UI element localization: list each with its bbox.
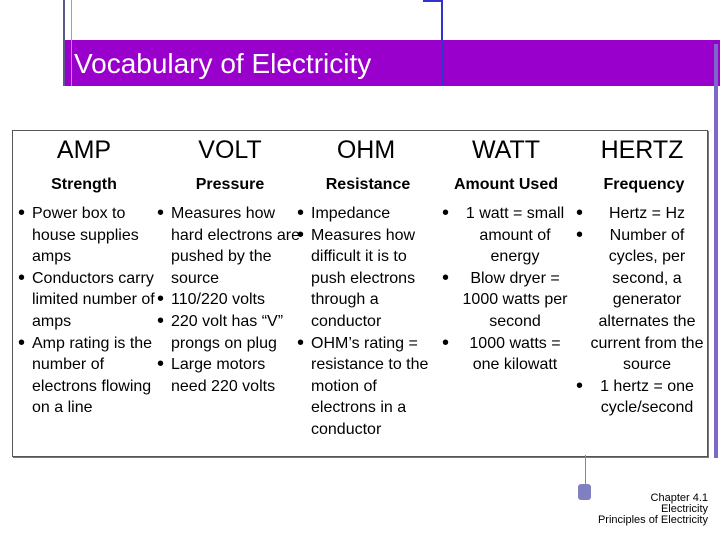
list-item: • Impedance [297,203,439,225]
footer-logo-icon [578,484,591,500]
title-vertical-rule-light [71,0,72,86]
footer [598,493,708,526]
list-item: • OHM’s rating = resistance to the motion of electrons in a conductor [297,333,439,441]
column-header-amp: AMP [56,136,112,164]
column-header-ohm: OHM [336,136,396,164]
list-item: • 1 watt = small amount of energy [442,203,574,268]
list-item: • Blow dryer = 1000 watts per second [442,268,574,333]
slide-title: Vocabulary of Electricity [74,48,372,79]
column-list-ohm [297,203,439,441]
list-item: • Amp rating is the number of electrons flowing on a line [18,333,158,419]
column-subheader-amp: Strength [51,176,117,193]
list-item: • 110/220 volts [157,289,303,311]
list-item: • 1000 watts = one kilowatt [442,333,574,376]
list-item: • 220 volt has “V” prongs on plug [157,311,303,354]
column-header-volt: VOLT [198,136,262,164]
list-item: • Hertz = Hz [576,203,704,225]
column-subheader-hertz: Frequency [603,176,685,193]
column-header-hertz: HERTZ [600,136,684,164]
list-item: • Measures how difficult it is to push electrons through a conductor [297,225,439,333]
column-subheader-watt: Amount Used [454,176,558,193]
list-item: • Number of cycles, per second, a generator alternates the current from the source [576,225,704,376]
column-list-volt [157,203,303,397]
list-item: • 1 hertz = one cycle/second [576,376,704,419]
column-list-watt [442,203,574,376]
column-list-hertz [576,203,704,419]
column-subheader-ohm: Resistance [325,176,411,193]
column-list-amp [18,203,158,419]
right-accent-rule [714,44,718,458]
list-item: • Measures how hard electrons are pushed by the source [157,203,303,289]
column-header-watt: WATT [471,136,541,164]
list-item: • Power box to house supplies amps [18,203,158,268]
footer-course: Principles of Electricity [597,514,708,526]
footer-chapter: Chapter 4.1 [650,492,708,504]
title-vertical-rule [63,0,65,86]
column-subheader-volt: Pressure [195,176,265,193]
footer-subject: Electricity [660,503,708,515]
list-item: • Conductors carry limited number of amps [18,268,158,333]
list-item: • Large motors need 220 volts [157,354,303,397]
